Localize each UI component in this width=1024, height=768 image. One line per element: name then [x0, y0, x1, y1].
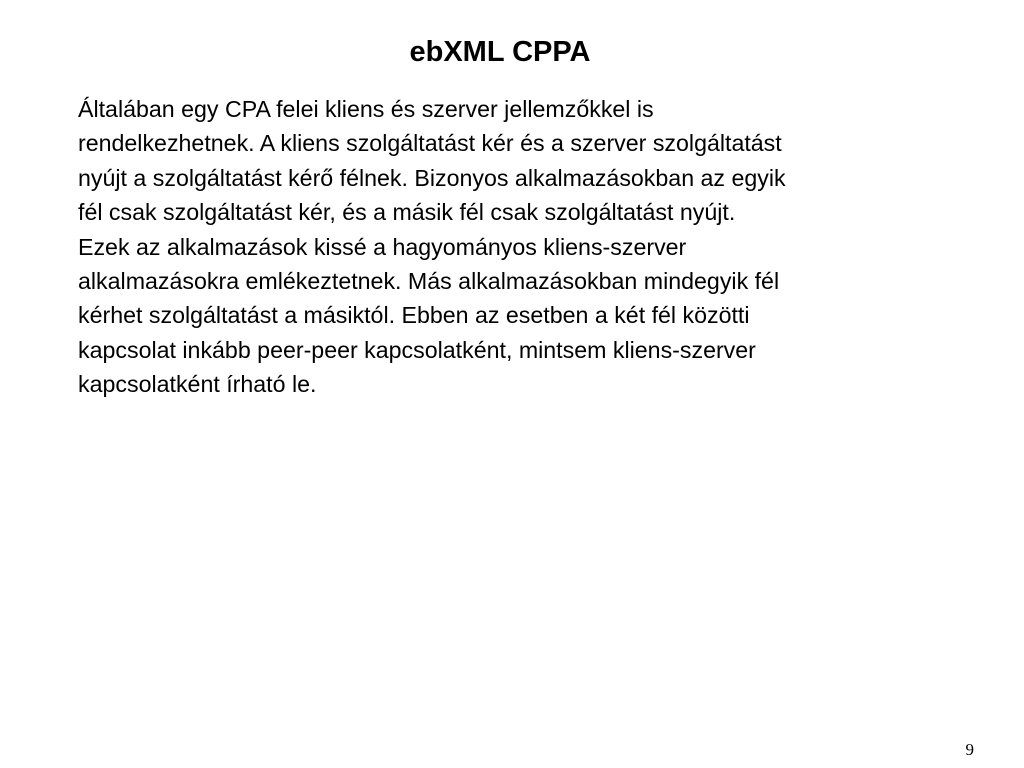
body-line: Ezek az alkalmazások kissé a hagyományos kliens-szerver: [78, 233, 687, 260]
body-line: alkalmazásokra emlékeztetnek. Más alkalmazásokban mindegyik fél: [78, 268, 780, 295]
slide-title: ebXML CPPA: [409, 36, 591, 68]
body-line: kérhet szolgáltatást a másiktól. Ebben az esetben a két fél közötti: [78, 302, 750, 329]
body-line: rendelkezhetnek. A kliens szolgáltatást kér és a szerver szolgáltatást: [78, 130, 782, 157]
body-line: kapcsolatként írható le.: [78, 371, 317, 398]
body-line: Általában egy CPA felei kliens és szerver jellemzőkkel is: [78, 96, 654, 122]
body-line: kapcsolat inkább peer-peer kapcsolatként, mintsem kliens-szerver: [78, 336, 756, 363]
body-line: fél csak szolgáltatást kér, és a másik fél csak szolgáltatást nyújt.: [78, 199, 736, 226]
page-number: 9: [965, 740, 974, 759]
slide-body-paragraph: [78, 92, 958, 402]
body-line: nyújt a szolgáltatást kérő félnek. Bizonyos alkalmazásokban az egyik: [78, 164, 786, 191]
